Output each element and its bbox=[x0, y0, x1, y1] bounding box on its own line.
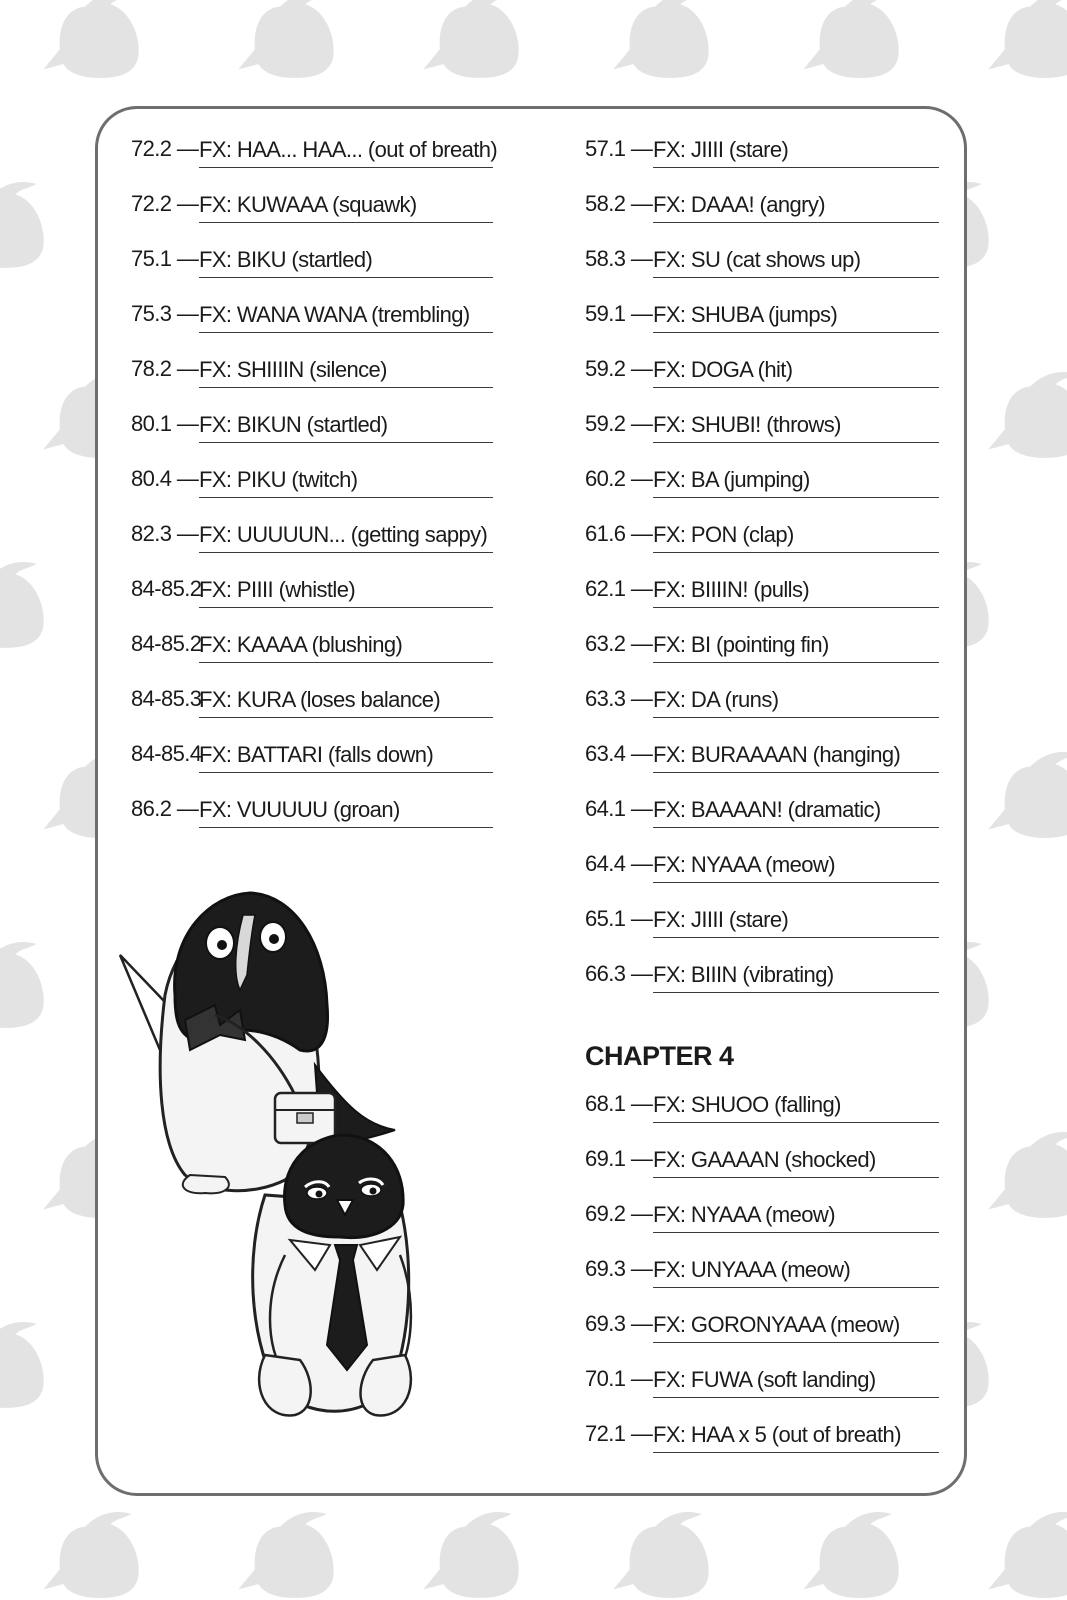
chapter-heading: CHAPTER 4 bbox=[585, 1041, 734, 1071]
sound-effect-translation: FX: GORONYAAA (meow) bbox=[653, 1312, 939, 1343]
sound-effect-translation: FX: BAAAAN! (dramatic) bbox=[653, 797, 939, 828]
sound-effect-entry bbox=[131, 792, 493, 822]
sound-effect-entry bbox=[585, 957, 939, 987]
penguin-silhouette-icon bbox=[43, 1512, 138, 1598]
sound-effect-translation: FX: BIKU (startled) bbox=[199, 247, 493, 278]
page-panel-reference: 59.2 — bbox=[585, 411, 653, 436]
page-panel-reference: 60.2 — bbox=[585, 466, 653, 491]
sound-effect-entry bbox=[131, 407, 493, 437]
sound-effect-translation: FX: HAA... HAA... (out of breath) bbox=[199, 137, 493, 168]
sound-effect-entry bbox=[585, 352, 939, 382]
sound-effect-translation: FX: SHUOO (falling) bbox=[653, 1092, 939, 1123]
penguin-silhouette-icon bbox=[238, 1512, 333, 1598]
page-panel-reference: 69.1 — bbox=[585, 1146, 653, 1171]
page-panel-reference: 75.3 — bbox=[131, 301, 199, 326]
penguin-silhouette-icon bbox=[613, 0, 708, 78]
sound-effect-translation: FX: JIIII (stare) bbox=[653, 137, 939, 168]
sound-effect-entry bbox=[585, 297, 939, 327]
page-panel-reference: 66.3 — bbox=[585, 961, 653, 986]
page-panel-reference: 64.4 — bbox=[585, 851, 653, 876]
page-panel-reference: 59.2 — bbox=[585, 356, 653, 381]
sound-effect-translation: FX: NYAAA (meow) bbox=[653, 1202, 939, 1233]
sound-effect-translation: FX: PON (clap) bbox=[653, 522, 939, 553]
sound-effect-translation: FX: DOGA (hit) bbox=[653, 357, 939, 388]
page-panel-reference: 78.2 — bbox=[131, 356, 199, 381]
penguin-silhouette-icon bbox=[0, 182, 44, 268]
page-panel-reference: 69.3 — bbox=[585, 1311, 653, 1336]
sound-effect-translation: FX: SHUBI! (throws) bbox=[653, 412, 939, 443]
sound-effect-entry bbox=[131, 352, 493, 382]
sound-effect-entry bbox=[131, 627, 493, 657]
penguin-silhouette-icon bbox=[423, 0, 518, 78]
sound-effect-entry bbox=[585, 1087, 939, 1117]
sound-effect-entry bbox=[585, 627, 939, 657]
penguin-silhouette-icon bbox=[803, 0, 898, 78]
penguin-silhouette-icon bbox=[238, 0, 333, 78]
page-panel-reference: 84-85.2 bbox=[131, 576, 202, 601]
sound-effect-entry bbox=[585, 792, 939, 822]
sound-effect-entry bbox=[585, 187, 939, 217]
sound-effect-entry bbox=[585, 902, 939, 932]
page-panel-reference: 84-85.2 bbox=[131, 631, 202, 656]
sound-effect-translation: FX: BATTARI (falls down) bbox=[199, 742, 493, 773]
penguin-silhouette-icon bbox=[423, 1512, 518, 1598]
page-panel-reference: 61.6 — bbox=[585, 521, 653, 546]
page-panel-reference: 58.3 — bbox=[585, 246, 653, 271]
penguin-silhouette-icon bbox=[988, 752, 1067, 838]
sound-effect-translation: FX: PIIII (whistle) bbox=[199, 577, 493, 608]
sound-effect-translation: FX: BIIIIN! (pulls) bbox=[653, 577, 939, 608]
page-panel-reference: 69.3 — bbox=[585, 1256, 653, 1281]
sound-effect-entry bbox=[585, 132, 939, 162]
sound-effect-entry bbox=[585, 1197, 939, 1227]
sound-effect-translation: FX: DAAA! (angry) bbox=[653, 192, 939, 223]
penguin-characters-illustration bbox=[115, 875, 415, 1435]
sound-effect-entry bbox=[585, 1142, 939, 1172]
page-panel-reference: 82.3 — bbox=[131, 521, 199, 546]
page-panel-reference: 68.1 — bbox=[585, 1091, 653, 1116]
sound-effect-translation: FX: PIKU (twitch) bbox=[199, 467, 493, 498]
penguin-silhouette-icon bbox=[803, 1512, 898, 1598]
page-panel-reference: 84-85.3 bbox=[131, 686, 202, 711]
penguin-silhouette-icon bbox=[43, 0, 138, 78]
page-panel-reference: 70.1 — bbox=[585, 1366, 653, 1391]
page-panel-reference: 72.2 — bbox=[131, 136, 199, 161]
sound-effect-entry bbox=[585, 847, 939, 877]
penguin-silhouette-icon bbox=[613, 1512, 708, 1598]
penguin-silhouette-icon bbox=[988, 1512, 1067, 1598]
page-panel-reference: 69.2 — bbox=[585, 1201, 653, 1226]
penguin-silhouette-icon bbox=[988, 1132, 1067, 1218]
sound-effect-entry bbox=[131, 682, 493, 712]
sound-effect-entry bbox=[585, 242, 939, 272]
page-panel-reference: 64.1 — bbox=[585, 796, 653, 821]
page-panel-reference: 72.1 — bbox=[585, 1421, 653, 1446]
sound-effect-entry bbox=[131, 297, 493, 327]
sound-effect-entry bbox=[131, 462, 493, 492]
page-panel-reference: 75.1 — bbox=[131, 246, 199, 271]
sound-effect-translation: FX: SHIIIIN (silence) bbox=[199, 357, 493, 388]
sound-effect-translation: FX: KUWAAA (squawk) bbox=[199, 192, 493, 223]
sound-effect-translation: FX: BURAAAAN (hanging) bbox=[653, 742, 939, 773]
sound-effect-entry bbox=[131, 517, 493, 547]
sound-effect-translation: FX: UNYAAA (meow) bbox=[653, 1257, 939, 1288]
sound-effect-translation: FX: UUUUUN... (getting sappy) bbox=[199, 522, 493, 553]
page-panel-reference: 84-85.4 bbox=[131, 741, 202, 766]
sound-effect-entry bbox=[585, 407, 939, 437]
sound-effect-entry bbox=[585, 1417, 939, 1447]
sound-effect-entry bbox=[131, 737, 493, 767]
page-panel-reference: 86.2 — bbox=[131, 796, 199, 821]
sound-effect-translation: FX: VUUUUU (groan) bbox=[199, 797, 493, 828]
page-panel-reference: 63.2 — bbox=[585, 631, 653, 656]
sound-effect-translation: FX: BI (pointing fin) bbox=[653, 632, 939, 663]
page-panel-reference: 58.2 — bbox=[585, 191, 653, 216]
sound-effect-translation: FX: WANA WANA (trembling) bbox=[199, 302, 493, 333]
sound-effect-entry bbox=[585, 1362, 939, 1392]
sound-effect-entry bbox=[585, 1307, 939, 1337]
sound-effect-entry bbox=[585, 572, 939, 602]
sound-effect-translation: FX: FUWA (soft landing) bbox=[653, 1367, 939, 1398]
page-panel-reference: 72.2 — bbox=[131, 191, 199, 216]
penguin-silhouette-icon bbox=[988, 0, 1067, 78]
sound-effect-entry bbox=[585, 1252, 939, 1282]
sound-effect-translation: FX: DA (runs) bbox=[653, 687, 939, 718]
sound-effect-translation: FX: BIKUN (startled) bbox=[199, 412, 493, 443]
page-panel-reference: 63.4 — bbox=[585, 741, 653, 766]
sound-effect-translation: FX: KURA (loses balance) bbox=[199, 687, 493, 718]
penguin-silhouette-icon bbox=[0, 562, 44, 648]
sound-effect-translation: FX: HAA x 5 (out of breath) bbox=[653, 1422, 939, 1453]
sound-effect-entry bbox=[131, 187, 493, 217]
sound-effect-entry bbox=[585, 737, 939, 767]
sound-effect-translation: FX: BIIIN (vibrating) bbox=[653, 962, 939, 993]
page-panel-reference: 80.1 — bbox=[131, 411, 199, 436]
penguin-silhouette-icon bbox=[988, 372, 1067, 458]
sound-effect-entry bbox=[131, 572, 493, 602]
sound-effect-translation: FX: BA (jumping) bbox=[653, 467, 939, 498]
sound-effect-translation: FX: GAAAAN (shocked) bbox=[653, 1147, 939, 1178]
sound-effect-entry bbox=[131, 132, 498, 162]
sound-effect-translation: FX: KAAAA (blushing) bbox=[199, 632, 493, 663]
sound-effect-entry bbox=[585, 462, 939, 492]
page-panel-reference: 80.4 — bbox=[131, 466, 199, 491]
page-panel-reference: 59.1 — bbox=[585, 301, 653, 326]
page-panel-reference: 63.3 — bbox=[585, 686, 653, 711]
sound-effect-translation: FX: NYAAA (meow) bbox=[653, 852, 939, 883]
penguin-silhouette-icon bbox=[0, 1322, 44, 1408]
sound-effect-translation: FX: SHUBA (jumps) bbox=[653, 302, 939, 333]
page-panel-reference: 62.1 — bbox=[585, 576, 653, 601]
penguin-silhouette-icon bbox=[0, 942, 44, 1028]
sound-effect-entry bbox=[585, 682, 939, 712]
sound-effect-translation: FX: JIIII (stare) bbox=[653, 907, 939, 938]
sound-effect-translation: FX: SU (cat shows up) bbox=[653, 247, 939, 278]
page-panel-reference: 65.1 — bbox=[585, 906, 653, 931]
sound-effect-entry bbox=[585, 517, 939, 547]
page-panel-reference: 57.1 — bbox=[585, 136, 653, 161]
sound-effect-entry bbox=[131, 242, 493, 272]
